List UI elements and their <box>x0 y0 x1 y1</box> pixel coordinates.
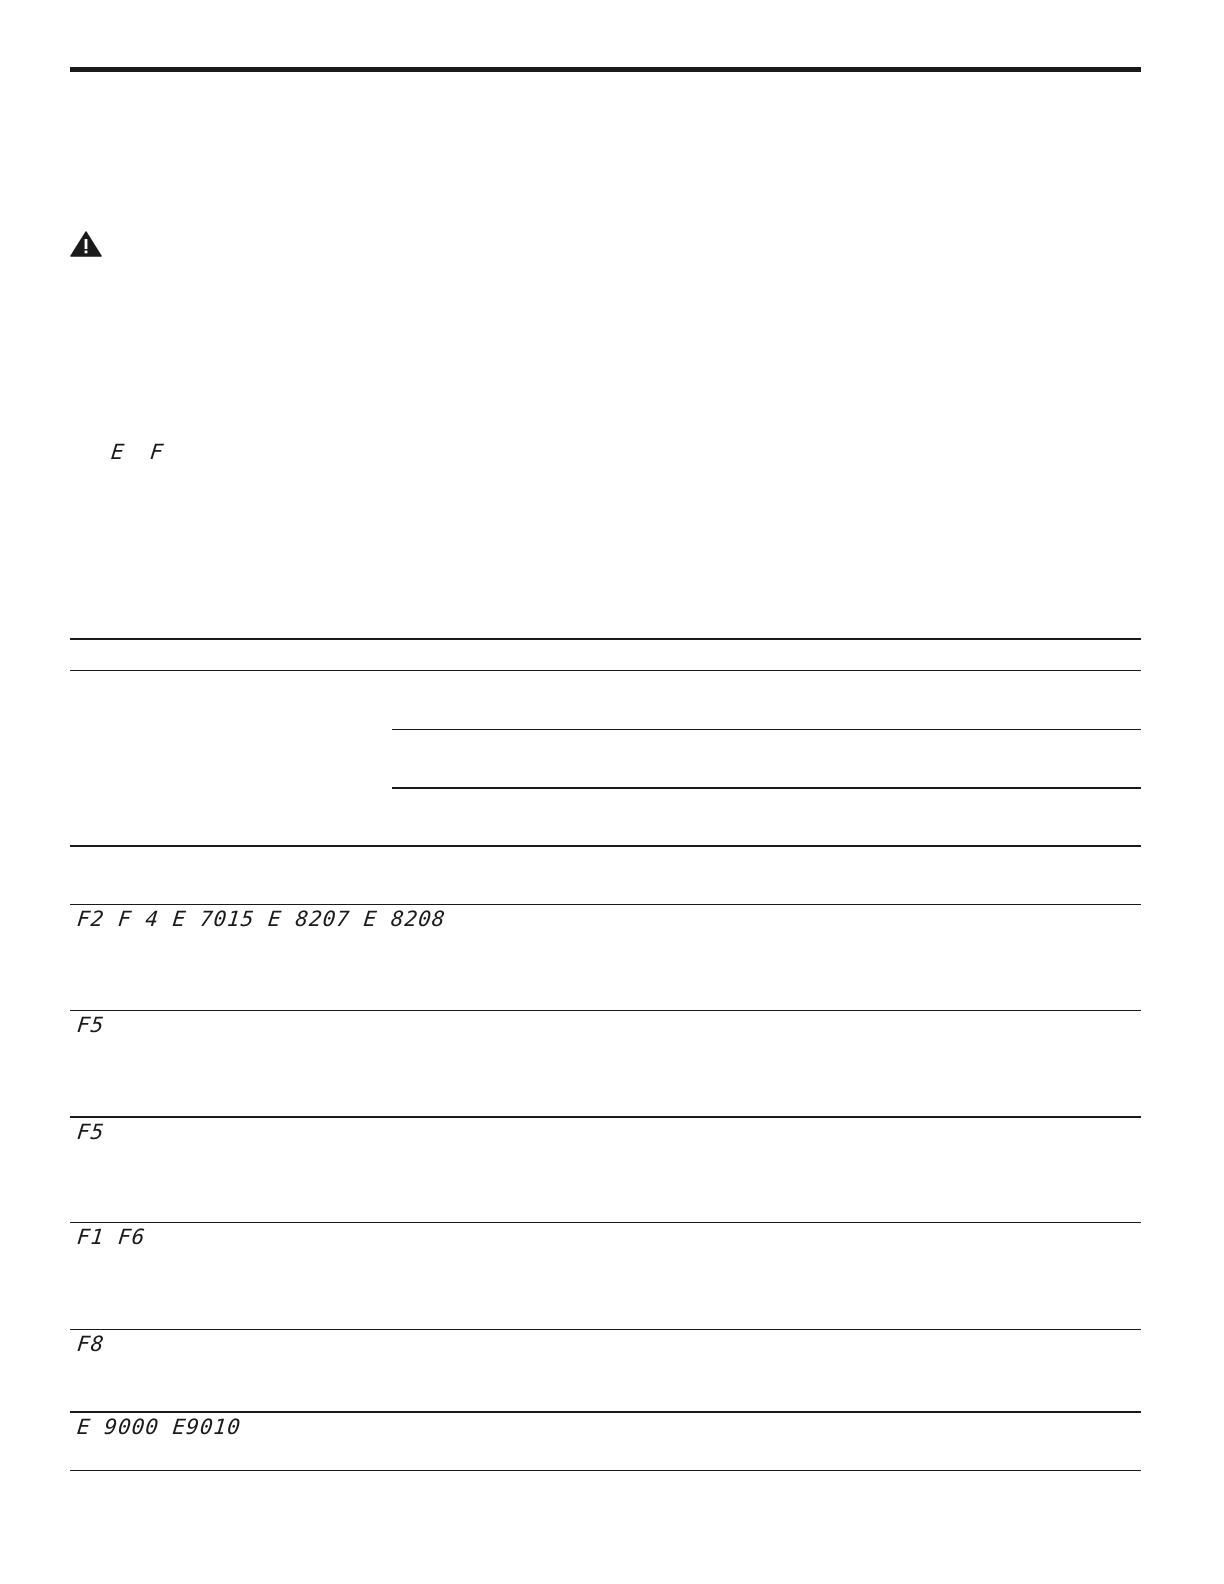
table-row-rule <box>70 1411 1141 1413</box>
f-code-symbol: F <box>149 440 166 464</box>
table-bottom-rule <box>70 1470 1141 1471</box>
table-row-rule <box>70 1116 1141 1118</box>
table-row-rule <box>70 845 1141 847</box>
table-row-rule <box>70 1222 1141 1223</box>
error-code-cell: F5 <box>76 1120 106 1144</box>
error-code-cell: F1 F6 <box>76 1225 147 1249</box>
header-rule <box>70 67 1141 72</box>
error-code-cell: F2 F 4 E 7015 E 8207 E 8208 <box>76 907 447 931</box>
table-row-rule <box>70 1010 1141 1011</box>
table-subrow-rule <box>392 787 1141 789</box>
error-code-cell: F5 <box>76 1013 106 1037</box>
table-row-rule <box>70 1329 1141 1330</box>
e-code-symbol: E <box>110 440 127 464</box>
table-top-rule <box>70 638 1141 640</box>
error-code-cell: E 9000 E9010 <box>76 1415 243 1439</box>
table-header-rule <box>70 670 1141 671</box>
warning-triangle-icon <box>70 231 102 257</box>
table-subrow-rule <box>392 729 1141 730</box>
table-row-rule <box>70 904 1141 905</box>
error-code-cell: F8 <box>76 1332 106 1356</box>
